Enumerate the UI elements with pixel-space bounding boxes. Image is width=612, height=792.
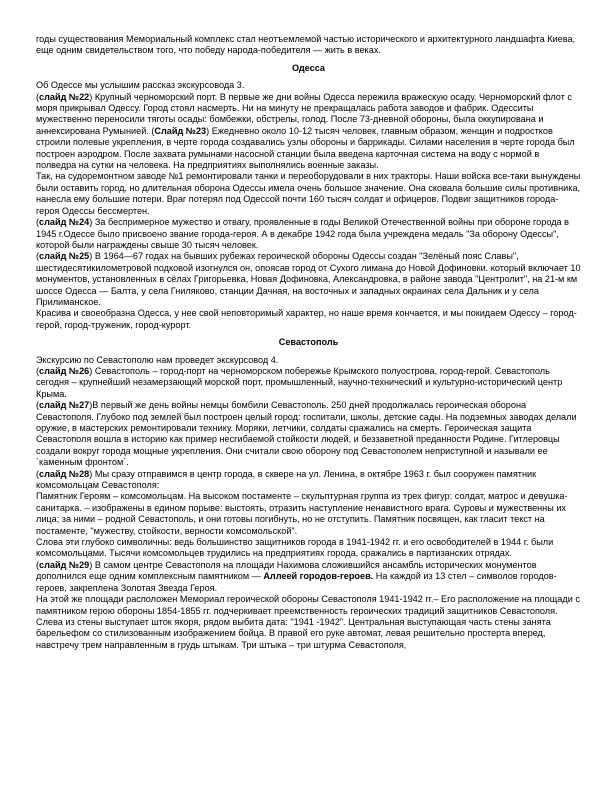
slide-label: слайд №27 (39, 400, 90, 411)
paragraph: Красива и своеобразна Одесса, у нее свой неповторимый характер, но наше время кончается, и мы покидаем Одессу – город-герой, город-труженик, город-курорт. (36, 308, 577, 330)
slide-label: слайд №25 (39, 251, 90, 262)
paragraph: Экскурсию по Севастополю нам проведет экскурсовод 4. (36, 354, 279, 365)
slide-label: слайд №26 (39, 365, 90, 376)
paragraph: (слайд №22) Крупный черноморский порт. В первые же дни войны Одесса пережила вражескую осаду. Черноморский флот с моря прикрывал Одессу. Город стоял насмерть. Ни на минуту не прекращалась работа заводов и фабрик. Одесситы мужественно переносили тяготы осады: бомбежки, обстрелы, голод. После 73-дневной обороны, была оккупирована и аннексирована Румынией. (Слайд №23) Ежедневно около 10-12 тысяч человек, главным образом, женщин и подростков строили полевые укрепления, в черте города создавались узлы обороны и баррикады. Силами населения в черте города был построен аэродром. После захвата румынами насосной станции была введена карточная система на воду с нормой в полведра на сутки на человека. На предприятиях выполнялись военные заказы. (36, 91, 575, 171)
emphasis: Аллеей городов-героев. (263, 571, 374, 582)
section-heading-sevastopol: Севастополь (278, 337, 339, 348)
paragraph: На этой же площади расположен Мемориал героической обороны Севастополя 1941-1942 гг.– Его расположение на площади с памятником герою обороны 1854-1855 гг. подчеркивает преемственность героических традиций защитников Севастополя. (36, 594, 580, 616)
slide-label: слайд №22 (39, 91, 90, 102)
paragraph: Об Одессе мы услышим рассказ экскурсовода 3. (36, 80, 245, 91)
paragraph: (слайд №26) Севастополь – город-порт на черноморском побережье Крымского полуострова, город-герой. Севастополь сегодня – крупнейший незамерзающий морской порт, промышленный, научно-технический и культурно-исторический центр Крыма. (36, 365, 563, 399)
paragraph: (слайд №25) В 1964—67 годах на бывших рубежах героической обороны Одессы создан "Зелёный пояс Славы", шестидесятикилометровой подковой изогнулся он, опоясав город от Сухого лимана до Новой Дофиновки. который включает 10 монументов, установленных в сёлах Григорьевка, Новая Дофиновка, Александровка, в районе завода "Центролит", на 21-м км шоссе Одесса — Балта, у села Гниляково, станции Дачная, на восточных и западных окраинах села Дальник и у села Прилиманское. (36, 251, 581, 307)
paragraph: Так, на судоремонтном заводе №1 ремонтировали танки и переоборудовали в них тракторы. Наши войска все-таки вынуждены были оставить город, но длительная оборона Одессы имела очень большое значение. Она сковала большие силы противника, нанесла ему большие потери. Враг потерял под Одессой почти 160 тысяч солдат и офицеров. Подвиг защитников города-героя Одессы бессмертен. (36, 171, 581, 216)
section-heading-odessa: Одесса (292, 62, 325, 73)
slide-label: слайд №28 (39, 468, 90, 479)
paragraph: (слайд №28) Мы сразу отправимся в центр города, в сквере на ул. Ленина, в октябре 1963 г. был сооружен памятник комсомольцам Севастополя: (36, 468, 537, 491)
paragraph: Слова эти глубоко символичны: ведь большинство защитников города в 1941-1942 гг. и его освободителей в 1944 г. были комсомольцами. Тысячи комсомольцев трудились на предприятиях города, сражались в партизанских отрядах. (36, 537, 554, 559)
intro-paragraph: годы существования Мемориальный комплекс стал неотъемлемой частью исторического и архитектурного ландшафта Киева, еще одним свидетельством того, что победу народа-победителя — жить в веках. (36, 34, 576, 56)
paragraph: (слайд №24) За беспримерное мужество и отвагу, проявленные в годы Великой Отечественной войны при обороне города в 1945 г.Одессе было присвоено звание города-героя. А в декабре 1942 года была учреждена медаль "За оборону Одессы", которой были награждены свыше 30 тысяч человек. (36, 217, 569, 250)
slide-label: слайд №29 (39, 559, 90, 570)
paragraph: (слайд №27)В первый же день войны немцы бомбили Севастополь. 250 дней продолжалась героическая оборона Севастополя. Глубоко под землей был построен целый город: госпитали, школы, детские сады. На подземных заводах делали оружие, в мастерских ремонтировали технику. Моряки, летчики, солдаты сражались на смерть. Героическая защита Севастополя вошла в историю как пример несгибаемой стойкости людей, и беззаветной преданности Родине. Гитлеровцы создали вокруг города мощные укрепления. Они считали свою оборону под Севастополем неприступной и называли ее `каменным фронтом`. (36, 400, 577, 468)
slide-label: Слайд №23 (154, 125, 207, 136)
document-page (36, 34, 581, 651)
paragraph: Памятник Героям – комсомольцам. На высоком постаменте – скульптурная группа из трех фигур: солдат, матрос и девушка-санитарка. – изображены в едином порыве: выстоять, отразить наступление ненавистного врага. Суровы и мужественны их лица; за ними – родной Севастополь, и они готовы погибнуть, но не отступить. Памятник посвящен, как гласит текст на постаменте, "мужеству, стойкости, верности комсомольской". (36, 491, 568, 536)
paragraph: (слайд №29) В самом центре Севастополя на площади Нахимова сложившийся ансамбль исторических монументов дополнился еще одним комплексным памятником — Аллеей городов-героев. На каждой из 13 стел – символов городов-героев, закреплена Золотая Звезда Героя. (36, 559, 557, 593)
slide-label: слайд №24 (39, 217, 90, 228)
paragraph: Слева из стены выступает шток якоря, рядом выбита дата: "1941 -1942". Центральная выступающая часть стены занята барельефом со стилизованным изображением бойца. В правой его руке автомат, левая решительно простерта вперед, навстречу трем направленным в грудь штыкам. Три штыка – три штурма Севастополя, (36, 616, 551, 650)
